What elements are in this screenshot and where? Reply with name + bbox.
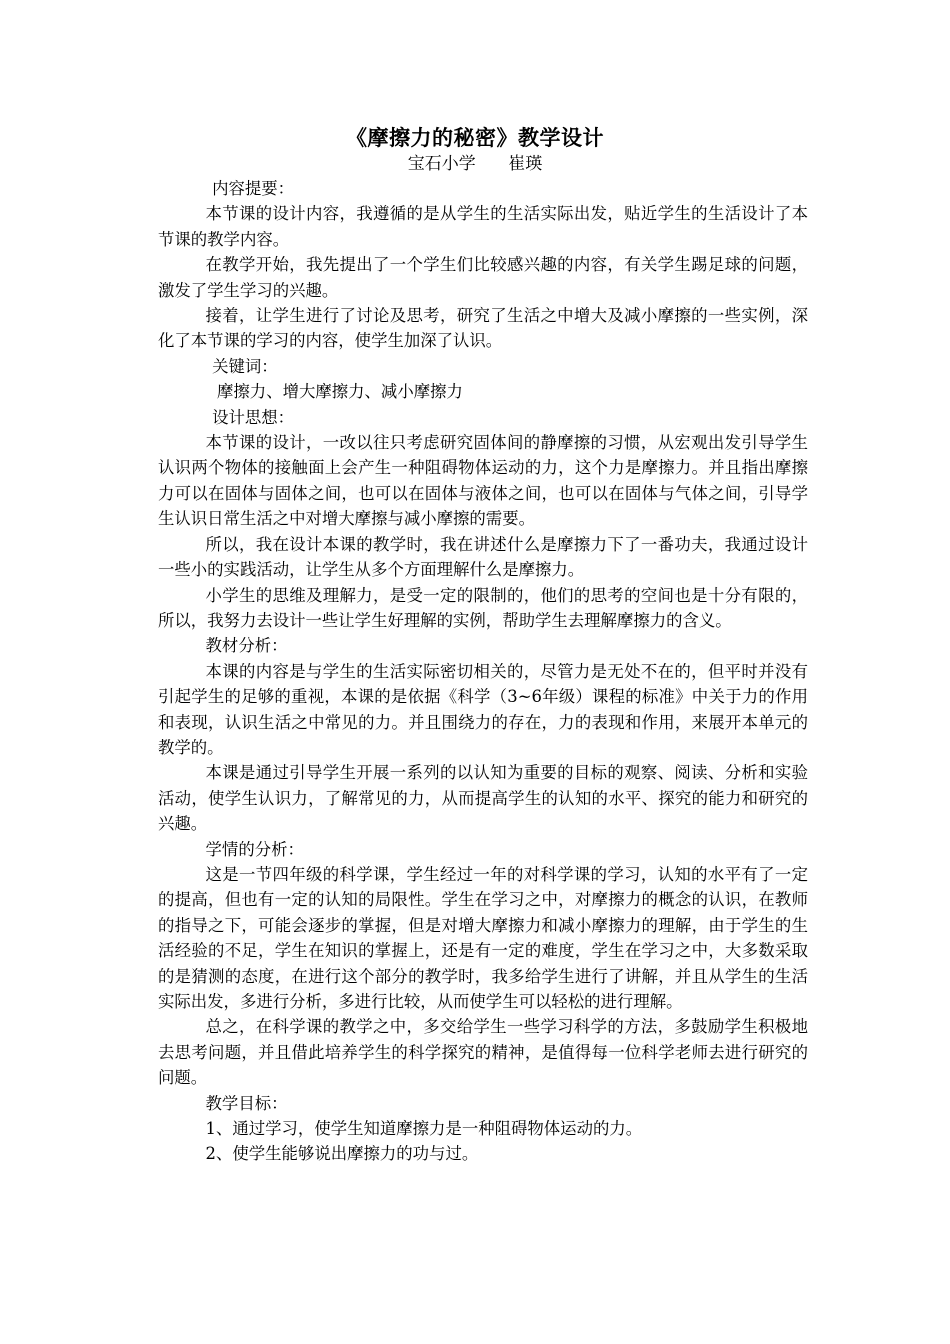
section-heading: 关键词： [212, 356, 278, 376]
section-heading: 内容提要： [212, 179, 295, 198]
body-paragraph: 所以，我在设计本课的教学时，我在讲述什么是摩擦力下了一番功夫，我通过设计一些小的实践活动，让学生从多个方面理解什么是摩擦力。 [158, 534, 808, 580]
body-paragraph: 这是一节四年级的科学课，学生经过一年的对科学课的学习，认知的水平有了一定的提高，但也有一定的认知的局限性。学生在学习之中，对摩擦力的概念的认识，在教师的指导之下，可能会逐步的掌握，但是对增大摩擦力和减小摩擦力的理解，由于学生的生活经验的不足，学生在知识的掌握上，还是有一定的难度，学生在学习之中，大多数采取的是猜测的态度，在进行这个部分的教学时，我多给学生进行了讲解，并且从学生的生活实际出发，多进行分析，多进行比较，从而使学生可以轻松的进行理解。 [158, 864, 808, 1011]
section-heading: 设计思想： [212, 407, 295, 427]
body-paragraph: 本课的内容是与学生的生活实际密切相关的，尽管力是无处不在的，但平时并没有引起学生的足够的重视，本课的是依据《科学（3~6年级）课程的标准》中关于力的作用和表现，认识生活之中常见的力。并且围绕力的存在，力的表现和作用，来展开本单元的教学的。 [158, 661, 808, 757]
body-paragraph: 2、使学生能够说出摩擦力的功与过。 [205, 1144, 479, 1164]
body-paragraph: 接着，让学生进行了讨论及思考，研究了生活之中增大及减小摩擦的一些实例，深化了本节课的学习的内容，使学生加深了认识。 [158, 306, 808, 351]
section-heading: 教材分析： [205, 636, 288, 656]
section-heading: 教学目标： [205, 1093, 288, 1113]
body-paragraph: 在教学开始，我先提出了一个学生们比较感兴趣的内容，有关学生踢足球的问题，激发了学生学习的兴趣。 [158, 255, 808, 300]
document-body [158, 176, 808, 1167]
body-paragraph: 总之，在科学课的教学之中，多交给学生一些学习科学的方法，多鼓励学生积极地去思考问题，并且借此培养学生的科学探究的精神，是值得每一位科学老师去进行研究的问题。 [158, 1017, 808, 1088]
section-heading: 学情的分析： [205, 839, 304, 859]
body-paragraph: 本课是通过引导学生开展一系列的以认知为重要的目标的观察、阅读、分析和实验活动，使学生认识力，了解常见的力，从而提高学生的认知的水平、探究的能力和研究的兴趣。 [158, 763, 808, 834]
document-title: 《摩擦力的秘密》教学设计 [346, 125, 604, 150]
body-paragraph: 小学生的思维及理解力，是受一定的限制的，他们的思考的空间也是十分有限的，所以，我努力去设计一些让学生好理解的实例，帮助学生去理解摩擦力的含义。 [158, 585, 808, 630]
document-author: 宝石小学 崔瑛 [407, 154, 543, 174]
section-heading: 摩擦力、增大摩擦力、减小摩擦力 [217, 382, 463, 402]
body-paragraph: 本节课的设计内容，我遵循的是从学生的生活实际出发，贴近学生的生活设计了本节课的教学内容。 [158, 204, 808, 249]
body-paragraph: 1、通过学习，使学生知道摩擦力是一种阻碍物体运动的力。 [205, 1119, 643, 1139]
body-paragraph: 本节课的设计，一改以往只考虑研究固体间的静摩擦的习惯，从宏观出发引导学生认识两个物体的接触面上会产生一种阻碍物体运动的力，这个力是摩擦力。并且指出摩擦力可以在固体与固体之间，也可以在固体与液体之间，也可以在固体与气体之间，引导学生认识日常生活之中对增大摩擦与减小摩擦的需要。 [158, 433, 808, 529]
